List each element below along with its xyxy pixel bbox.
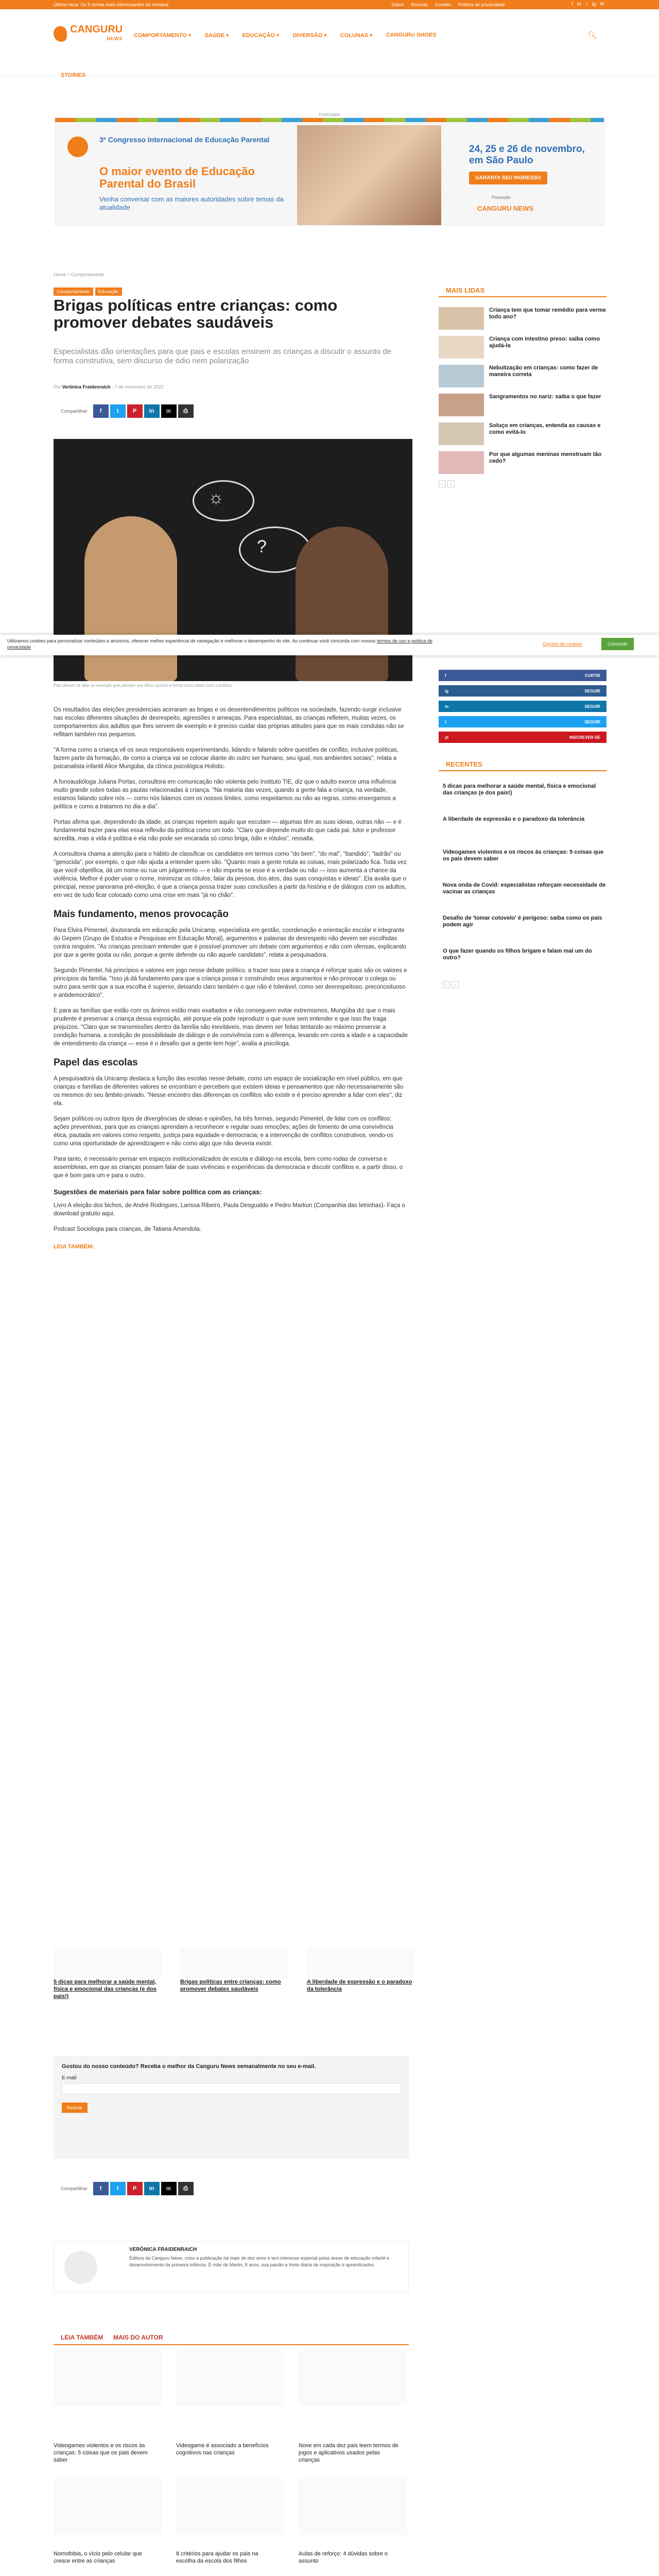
also-read-tabs: [54, 2334, 409, 2345]
social-action: INSCREVER-SE: [569, 735, 600, 740]
share-facebook-icon[interactable]: f: [93, 2182, 109, 2195]
article-subtitle: Especialistas dão orientações para que pais e escolas ensinem as crianças a discutir o assunto de forma construtiva, sem discurso de ódio nem polarização: [54, 347, 392, 365]
sidebar-item[interactable]: [439, 783, 606, 816]
materials-heading: Sugestões de materiais para falar sobre política com as crianças:: [54, 1188, 262, 1196]
also-read-item[interactable]: [54, 2478, 162, 2576]
sidebar-thumb: [439, 422, 484, 445]
social-linkedin[interactable]: [439, 701, 606, 712]
lightbulb-icon: ☼: [208, 488, 224, 507]
sidebar-item-title[interactable]: Videogames violentos e os riscos às crianças: 5 coisas que os pais devem saber: [443, 849, 604, 862]
article-title: Brigas políticas entre crianças: como promover debates saudáveis: [54, 296, 338, 331]
youtube-icon: yt: [445, 735, 449, 740]
related-thumb: [307, 1947, 415, 1978]
sidebar-item[interactable]: [439, 451, 606, 480]
author-bio: Editora da Canguru News, criou a publicação há mais de dez anos e tem interesse especial pelas áreas de educação infantil e desenvolvimento da primeira infância. É mãe de Martin, 8 anos, sua paixão e fonte diária de inspiração e aprendizados.: [129, 2256, 389, 2267]
sidebar-item[interactable]: [439, 948, 606, 981]
paragraph: Os resultados das eleições presidenciais acirraram as brigas e os desentendimentos políticos na sociedade, fazendo surgir inclusive nas escolas diferentes situações de desrespeito, agressões e ameaças. Para especialistas, as crianças refletem, muitas vezes, os comportamentos dos adultos que lhes servem de exemplo e é preciso cuidar das próprias atitudes para que os mais condutas não se reflitam também nos pequenos.: [54, 707, 404, 738]
top-links: [391, 2, 505, 7]
sidebar-thumb: [439, 394, 484, 416]
site-header: [0, 9, 659, 76]
related-thumb: [180, 1947, 288, 1978]
cookie-message: Utilizamos cookies para personalizar conteúdos e anúncios, oferecer melhor experiência de navegação e melhorar o desempenho do site. Ao continuar você concorda com nossos: [7, 638, 376, 643]
sidebar-item-title[interactable]: Criança tem que tomar remédio para verme todo ano?: [489, 307, 606, 320]
paragraph: "A forma como a criança vê os seus responsáveis experimentando, lidando e falando sobre questões de conflito, inclusive políticas, fazem parte da formação, de como a criança vai se colocar diante do outro ser humano, seu igual, nos ambientes sociais", relata a psicanalista infantil Alice Mungúba, da clínica psicológica Holistic.: [54, 747, 399, 770]
share-print-icon[interactable]: ⎙: [178, 404, 194, 418]
sidebar-thumb: [439, 307, 484, 330]
ad-partner-logo: CANGURU NEWS: [477, 205, 534, 212]
related-title[interactable]: Brigas políticas entre crianças: como promover debates saudáveis: [180, 1979, 281, 1992]
also-read-thumb: [54, 2349, 162, 2406]
sidebar-mais-lidas-title: MAIS LIDAS: [439, 286, 606, 297]
sidebar-thumb: [439, 451, 484, 474]
article-byline: [54, 384, 164, 389]
sidebar-item[interactable]: [439, 422, 606, 451]
sidebar-item-title[interactable]: Nova onda de Covid: especialistas reforçam necessidade de vacinar as crianças: [443, 882, 606, 895]
also-read-title[interactable]: Nove em cada dez pais leem termos de jogos e aplicativos usados pelas crianças: [299, 2443, 398, 2463]
sidebar-item[interactable]: [439, 307, 606, 336]
social-action: SEGUIR: [584, 719, 600, 724]
newsletter-email-label: E-mail: [62, 2075, 77, 2081]
sidebar-pager: [439, 480, 606, 487]
newsletter-title: Gostou do nosso conteúdo? Receba o melhor da Canguru News semanalmente no seu e-mail.: [62, 2063, 316, 2070]
share-label: Compartilhar: [61, 409, 88, 414]
paragraph: A consultora chama a atenção para o hábito de classificar os candidatos em termos como "do bem", "do mal", "bandido", "ladrão" ou "genocida", por exemplo, o que não ajuda a entender quem são. "Quanto mais a gente rotula as coisas, mais polarizado fica. Toda vez que você objetifica, dá um nome ou rua um julgamento — e não importa se esse é a verdade ou não — isso aumenta a chance da violência. Melhor é poder usar o nome, minimizar os rótulos, falar da pessoa, dos atos, das suas conquistas e ideias". Ela avalia que o principal, nesse panorama pré-eleição, é que a criança possa trazer suas conclusões a partir da história e de diálogos com os adultos, em vez de tudo ficar colocado como uma crise em mais "já no chão".: [54, 851, 407, 899]
nav-diversao[interactable]: DIVERSÃO ▾: [292, 32, 327, 39]
also-read-thumb: [299, 2478, 407, 2535]
sidebar-social-counters: [439, 670, 606, 747]
social-action: SEGUIR: [584, 704, 600, 709]
share-email-icon[interactable]: ✉: [161, 404, 177, 418]
also-read-item[interactable]: [176, 2349, 284, 2478]
breadcrumb[interactable]: Home > Comportamento: [54, 272, 105, 277]
sidebar-thumb: [439, 336, 484, 359]
social-facebook[interactable]: [439, 670, 606, 681]
sidebar-item-title[interactable]: Sangramentos no nariz: saiba o que fazer: [489, 394, 601, 400]
top-link-privacidade[interactable]: Política de privacidade: [458, 2, 505, 7]
share-print-icon[interactable]: ⎙: [178, 2182, 194, 2195]
prev-page-icon[interactable]: ‹: [443, 981, 450, 988]
also-read-item[interactable]: [299, 2349, 407, 2478]
also-read-thumb: [176, 2478, 284, 2535]
prev-page-icon[interactable]: ‹: [439, 480, 446, 487]
sidebar-item[interactable]: [439, 849, 606, 882]
linkedin-icon: in: [445, 704, 449, 709]
top-bar: [0, 0, 659, 9]
instagram-icon: ig: [445, 688, 449, 693]
ad-headline: O maior evento de Educação Parental do Brasil: [99, 165, 255, 190]
related-title[interactable]: 5 dicas para melhorar a saúde mental, física e emocional das crianças (e dos pais!): [54, 1979, 157, 1999]
related-item[interactable]: [180, 1947, 288, 2000]
social-action: CURTIR: [584, 673, 600, 678]
ad-stripe: [55, 118, 604, 122]
tag-educacao[interactable]: Educação: [95, 287, 122, 296]
social-instagram[interactable]: [439, 685, 606, 697]
newsletter-subscribe-button[interactable]: Assinar: [62, 2103, 88, 2113]
hero-caption: Pais devem se aliar ao exemplo que passam aos filhos quanto à forma como lidam com a política: [54, 683, 232, 688]
also-read-thumb: [54, 2478, 162, 2535]
related-thumb: [54, 1947, 162, 1978]
ad-family-photo: [297, 125, 441, 226]
boy-silhouette: [296, 527, 388, 681]
share-email-icon[interactable]: ✉: [161, 2182, 177, 2195]
share-pinterest-icon[interactable]: P: [127, 404, 143, 418]
share-bar-top: [54, 404, 194, 418]
nav-educacao[interactable]: EDUCAÇÃO ▾: [242, 32, 280, 39]
sidebar-recentes: [439, 783, 606, 988]
newsletter-box: [54, 2056, 409, 2159]
paragraph: E para as famílias que estão com os ânimos estão mais exaltados e não conseguem evitar extremismos, Mungúba diz que o mais prudente é preservar a criança dessa exposição, até porque ela pode reproduzir o que ouve sem entender e que isso lhe traga prejuízos. "Claro que se transmissões dentro da família são inevitáveis, mas devem ser feitas tentando ao máximo preservar a condição humana, a condição de possibilidade de diálogo e de convivência com a diferença, levando em conta a idade e a capacidade de entendimento da criança — esse é o desafio que a gente tem hoje", avalia a psicóloga.: [54, 1008, 408, 1047]
share-linkedin-icon[interactable]: in: [144, 2182, 160, 2195]
article-body: [54, 706, 409, 1251]
share-pinterest-icon[interactable]: P: [127, 2182, 143, 2195]
ad-promo-label: Promoção: [492, 195, 511, 200]
tag-comportamento[interactable]: Comportamento: [54, 287, 93, 296]
category-tags: [54, 287, 122, 296]
next-page-icon[interactable]: ›: [452, 981, 459, 988]
sidebar-item-title[interactable]: Por que algumas meninas menstruam tão cedo?: [489, 451, 602, 464]
read-also-label: LEIA TAMBÉM:: [54, 1244, 94, 1250]
also-read-title[interactable]: Videogame é associado a benefícios cognitivos nas crianças: [176, 2443, 269, 2456]
linkedin-icon[interactable]: in: [577, 2, 581, 7]
nav-colunas[interactable]: COLUNAS ▾: [340, 32, 373, 39]
share-twitter-icon[interactable]: t: [110, 2182, 126, 2195]
also-read-title[interactable]: 8 critérios para ajudar os pais na escolha da escola dos filhos: [176, 2551, 258, 2564]
girl-silhouette: [84, 516, 177, 681]
nav-comportamento[interactable]: COMPORTAMENTO ▾: [134, 32, 192, 39]
also-read-item[interactable]: [299, 2478, 407, 2576]
share-linkedin-icon[interactable]: in: [144, 404, 160, 418]
top-link-sobre[interactable]: Sobre: [391, 2, 404, 7]
paragraph: A fonoaudióloga Juliana Portas, consultora em comunicação não violenta pelo Instituto TIE, diz que o adulto exerce uma influência muito grande sobre todas as pautas relacionadas à criança. "Na maioria das vezes, quando a gente fala a criança, na verdade, estamos falando sobre nós — como nós lidamos com os nossos limites, como respeitamos ou não as regras, como enxergamos a política e como a tratamos no dia a dia".: [54, 779, 396, 810]
top-link-anuncie[interactable]: Anuncie: [411, 2, 428, 7]
social-twitter[interactable]: [439, 716, 606, 727]
section-heading: Papel das escolas: [54, 1057, 138, 1068]
materials-book: Livro A eleição dos bichos, de André Rodrigues, Larissa Ribeiro, Paula Desgualdo e Pedro Markun (Companhia das letrinhas)- Faça o download gratuito aqui.: [54, 1202, 405, 1217]
also-read-thumb: [299, 2349, 407, 2406]
related-title[interactable]: A liberdade de expressão e o paradoxo da tolerância: [307, 1979, 412, 1992]
sidebar-item[interactable]: [439, 394, 606, 422]
social-action: SEGUIR: [584, 688, 600, 693]
sidebar-recentes-title: RECENTES: [439, 760, 606, 771]
also-read-item[interactable]: [54, 2349, 162, 2478]
cookie-banner: [0, 635, 659, 655]
nav-canguru-shoes[interactable]: CANGURU SHOES: [386, 32, 437, 38]
sidebar-item-title[interactable]: A liberdade de expressão e o paradoxo da tolerância: [443, 816, 585, 822]
also-read-title[interactable]: Videogames violentos e os riscos às crianças: 5 coisas que os pais devem saber: [54, 2443, 148, 2463]
logo-main: CANGURU: [70, 24, 123, 35]
cookie-accept-button[interactable]: Concordo: [601, 638, 634, 650]
share-label: Compartilhar: [61, 2186, 88, 2191]
byline-by: Por: [54, 384, 61, 389]
sidebar-item[interactable]: [439, 336, 606, 365]
also-read-item[interactable]: [176, 2478, 284, 2576]
publish-date: - 7 de novembro de 2022: [112, 384, 164, 389]
share-bar-bottom: [54, 2182, 194, 2195]
ad-label: Publicidade: [319, 112, 340, 117]
author-link[interactable]: Verônica Fraidenraich: [62, 384, 111, 389]
ad-cta-button[interactable]: GARANTA SEU INGRESSO: [469, 172, 547, 184]
paragraph: Segundo Pimentel, há princípios e valores em jogo nesse debate político, a trazer isso para a criança é reforçar quais são os valores e princípios da família. "Isso já dá fundamento para que a criança possa ir construindo seus argumentos e não provocar o colega ou outro para sentir que a sua escolha é superior, deixando claro também o que não é tolerável, como ser desrespeitoso, preconceituoso e antidemocrático".: [54, 968, 407, 998]
congress-ad-banner[interactable]: [55, 117, 604, 226]
facebook-icon[interactable]: f: [571, 2, 573, 7]
also-read-thumb: [176, 2349, 284, 2406]
author-avatar[interactable]: [64, 2251, 97, 2284]
paragraph: Para Elvira Pimentel, doutoranda em educação pela Unicamp, especialista em gestão, coordenação e orientação escolar e integrante do Gepem (Grupo de Estudos e Pesquisas em Educação Moral), argumentos e palavras de desrespeito não devem ser escolhidas contra ninguém. "As crianças precisam entender que é possível promover um debate com argumentos e não com ofensas, explicando por que a gente gosta ou não, porque a gente defende ou não aquele candidato", relata a pesquisadora.: [54, 927, 406, 958]
also-read-grid: [54, 2349, 409, 2576]
breaking-news[interactable]: Última Hora: Os 5 temas mais interessantes da semana: [54, 2, 169, 7]
sidebar-item[interactable]: [439, 365, 606, 394]
share-twitter-icon[interactable]: t: [110, 404, 126, 418]
paragraph: Portas afirma que, dependendo da idade, as crianças repetem aquilo que escutam — algumas têm as suas ideias, outras não — e é fundamental trazer para elas essa reflexão da política como um todo. "Claro que depende muito do que cada pai, tutor e professor acredita, mas a vida é política e ela não pode ser encarada só como briga, ódio e rótulos", ressalta.: [54, 819, 402, 842]
site-logo[interactable]: [54, 25, 123, 43]
related-item[interactable]: [307, 1947, 415, 2000]
next-page-icon[interactable]: ›: [447, 480, 455, 487]
ad-subtext: Venha conversar com as maiores autoridades sobre temas da atualidade: [99, 195, 284, 211]
sidebar-pager: [439, 981, 606, 988]
sidebar-item-title[interactable]: Desafio de 'tomar cotovelo' é perigoso: saiba como os pais podem agir: [443, 915, 602, 928]
sidebar-item[interactable]: [439, 816, 606, 849]
main-nav: [134, 32, 437, 39]
also-read-title[interactable]: Nomofobia, o vício pelo celular que cresce entre as crianças: [54, 2551, 142, 2564]
tab-mais-do-autor[interactable]: MAIS DO AUTOR: [113, 2334, 163, 2341]
share-facebook-icon[interactable]: f: [93, 404, 109, 418]
sidebar-item-title[interactable]: Nebulização em crianças: como fazer de maneira correta: [489, 365, 598, 378]
sidebar-thumb: [439, 365, 484, 387]
related-item[interactable]: [54, 1947, 162, 2000]
congress-badge-icon: [67, 137, 88, 157]
sidebar-item-title[interactable]: Criança com intestino preso: saiba como ajudá-la: [489, 336, 600, 349]
sidebar-item-title[interactable]: Soluço em crianças, entenda as causas e como evitá-lo: [489, 422, 601, 435]
sidebar-mais-lidas: [439, 307, 606, 487]
nav-saude[interactable]: SAÚDE ▾: [204, 32, 229, 39]
top-link-contato[interactable]: Contato: [435, 2, 452, 7]
paragraph: Sejam políticos ou outros tipos de divergências de ideias e opiniões, há três formas, segundo Pimentel, de lidar com os conflitos: ações preventivas, para que as crianças aprendam a reconhecer e regular suas emoções; ações de fomento de uma convivência ética, pautada em valores como respeito, justiça para equidade e democracia; e a intervenção de conflitos construtivos, vendo-os como uma oportunidade de aprendizagem e não como algo que não deveria existir.: [54, 1116, 393, 1147]
facebook-icon: f: [445, 673, 446, 678]
materials-podcast: Podcast Sociologia para crianças, de Tatiana Amendola.: [54, 1226, 201, 1232]
sidebar-item-title[interactable]: 5 dicas para melhorar a saúde mental, física e emocional das crianças (e dos pais!): [443, 783, 596, 796]
search-icon[interactable]: 🔍︎: [588, 31, 597, 39]
logo-sub: NEWS: [107, 36, 123, 41]
social-youtube[interactable]: [439, 732, 606, 743]
sidebar-item[interactable]: [439, 882, 606, 915]
ad-date: 24, 25 e 26 de novembro, em São Paulo: [469, 144, 585, 166]
sidebar-item-title[interactable]: O que fazer quando os filhos brigam e falam mal um do outro?: [443, 948, 592, 961]
twitter-icon: t: [445, 719, 446, 724]
question-icon: ?: [257, 537, 267, 556]
ad-congress-title: 3º Congresso Internacional de Educação Parental: [99, 135, 270, 144]
nav-stories[interactable]: STORIES: [61, 72, 86, 78]
mail-icon[interactable]: ✉: [600, 2, 604, 7]
author-name[interactable]: VERÔNICA FRAIDENRAICH: [129, 2247, 197, 2252]
paragraph: A pesquisadora da Unicamp destaca a função das escolas nesse debate, como um espaço de socialização em nível público, em que crianças e famílias de diferentes valores se encontram e percebem que existem ideias e pensamentos que não necessariamente são os mesmos do seu âmbito privado. "Nesse encontro das diferenças os conflitos vão existir e é preciso aprender a lidar com eles", diz ela.: [54, 1076, 404, 1107]
kangaroo-logo-icon: [54, 26, 67, 42]
instagram-icon[interactable]: ig: [592, 2, 596, 7]
also-read-title[interactable]: Aulas de reforço: 4 dúvidas sobre o assunto: [299, 2551, 388, 2564]
cookie-terms-link[interactable]: termos de uso e política de privacidade: [7, 638, 432, 650]
tiktok-icon[interactable]: ♪: [585, 2, 588, 7]
cookie-options-link[interactable]: Opções de cookies: [543, 641, 582, 647]
top-socials: [571, 2, 604, 7]
tab-leia-tambem[interactable]: LEIA TAMBÉM: [61, 2334, 103, 2341]
author-box: [54, 2241, 409, 2293]
paragraph: Para tanto, é necessário pensar em espaços institucionalizados de escuta e diálogo na escola, bem como rodas de conversa e assembleias, em que as crianças possam falar de suas vivências e experiências da democracia e discutir conflitos e, a partir disso, o que é bom para um e para o outro.: [54, 1156, 403, 1179]
related-links: [54, 1947, 412, 2000]
sidebar-item[interactable]: [439, 915, 606, 948]
newsletter-email-input[interactable]: [62, 2083, 402, 2094]
section-heading: Mais fundamento, menos provocação: [54, 909, 229, 920]
